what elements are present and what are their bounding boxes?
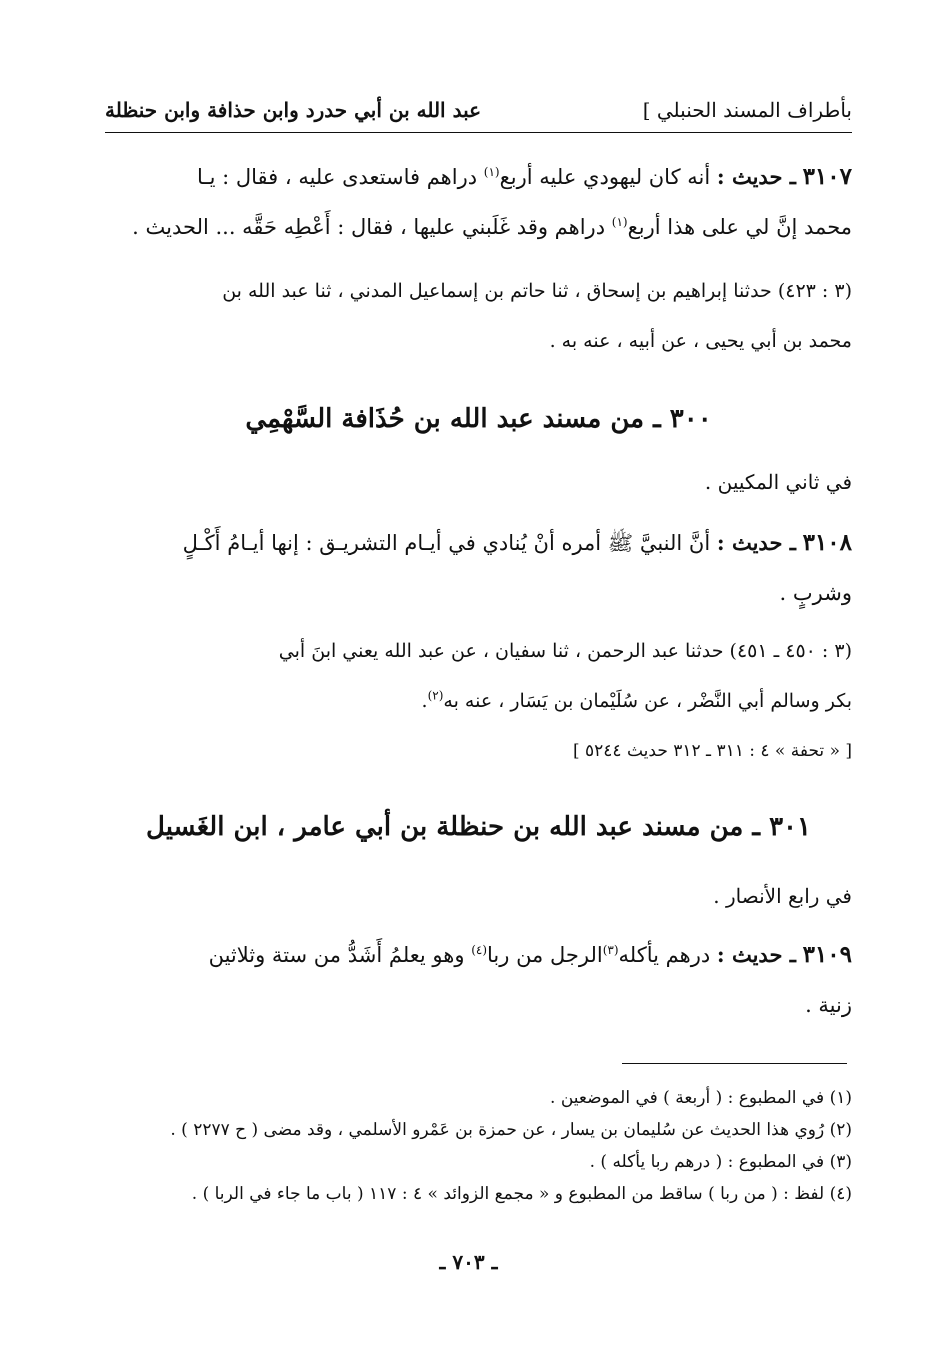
- hadith-3108-text-line1: [105, 518, 852, 568]
- page-header: [105, 92, 852, 133]
- footnote-3: (٣) في المطبوع : ( درهم ربا يأكله ) .: [589, 1152, 852, 1172]
- hadith-3107-text-line2: [105, 202, 852, 252]
- hadith-label: ـ حديث :: [716, 530, 796, 555]
- text-segment: أنه كان ليهودي عليه أربع: [499, 165, 711, 189]
- section-301-title: ٣٠١ ـ من مسند عبد الله بن حنظلة بن أبي عامر ، ابن الغَسيل: [146, 812, 811, 842]
- hadith-3108: [105, 518, 852, 776]
- footnote-ref: (٣): [602, 943, 619, 957]
- hadith-number: ٣١٠٧: [802, 163, 852, 190]
- hadith-number: ٣١٠٨: [802, 529, 852, 556]
- footnote-separator: [622, 1063, 847, 1064]
- section-301-subtitle: في رابع الأنصار .: [713, 884, 852, 908]
- footnote-ref: (١): [483, 165, 500, 179]
- hadith-3108-text-line2: وشربٍ .: [779, 581, 852, 605]
- footnote-1: (١) في المطبوع : ( أربعة ) في الموضعين .: [550, 1088, 852, 1108]
- section-300-subtitle: في ثاني المكيين .: [704, 470, 852, 494]
- hadith-3109-text-line1: [105, 930, 852, 980]
- hadith-3108-source-line1: (٣ : ٤٥٠ ـ ٤٥١) حدثنا عبد الرحمن ، ثنا سفيان ، عن عبد الله يعني ابنَ أبي: [278, 640, 852, 662]
- text-segment: الرجل من ربا: [487, 943, 603, 967]
- footnote-ref: (٢): [427, 688, 444, 703]
- section-300-title: ٣٠٠ ـ من مسند عبد الله بن حُذَافة السَّهْمِي: [245, 404, 712, 434]
- tuhfa-reference: [ « تحفة » ٤ : ٣١١ ـ ٣١٢ حديث ٥٢٤٤ ]: [572, 741, 852, 761]
- footnote-2: (٢) رُوي هذا الحديث عن سُليمان بن يسار ، عن حمزة بن عَمْرو الأسلمي ، وقد مضى ( ح ٢٢٧٧ ) .: [170, 1120, 852, 1140]
- hadith-3108-source-line2: [105, 676, 852, 726]
- footnote-4: (٤) لفظ : ( من ربا ) ساقط من المطبوع و « مجمع الزوائد » ٤ : ١١٧ ( باب ما جاء في الربا ) .: [191, 1184, 852, 1204]
- text-segment: دراهم وقد غَلَبني عليها ، فقال : أَعْطِه حَقَّه ... الحديث .: [132, 215, 606, 239]
- text-segment: دراهم فاستعدى عليه ، فقال : يـا: [197, 165, 478, 189]
- hadith-3109: [105, 930, 852, 1030]
- text-segment: أنَّ النبيَّ ﷺ أمره أنْ يُنادي في أيـام التشريـق : إنها أيـامُ أَكْـلٍ: [182, 531, 711, 555]
- running-title: عبد الله بن أبي حدرد وابن حذافة وابن حنظلة: [105, 98, 482, 122]
- book-title: بأطراف المسند الحنبلي ]: [642, 98, 852, 122]
- hadith-label: ـ حديث :: [716, 164, 796, 189]
- hadith-3107-source-line2: محمد بن أبي يحيى ، عن أبيه ، عنه به .: [549, 330, 852, 352]
- footnote-ref: (١): [611, 215, 628, 229]
- text-segment: درهم يأكله: [618, 943, 711, 967]
- hadith-number: ٣١٠٩: [802, 941, 852, 968]
- hadith-3107-text-line1: [105, 152, 852, 202]
- text-segment: محمد إنَّ لي على هذا أربع: [627, 215, 852, 239]
- text-segment: .: [421, 690, 428, 712]
- page-number: ـ ٧٠٣ ـ: [439, 1250, 498, 1274]
- footnotes: [105, 1082, 852, 1210]
- text-segment: وهو يعلمُ أَشَدُّ من ستة وثلاثين: [208, 943, 465, 967]
- hadith-3107: [105, 152, 852, 366]
- footnote-ref: (٤): [471, 943, 488, 957]
- hadith-3109-text-line2: زنية .: [805, 993, 852, 1017]
- hadith-label: ـ حديث :: [716, 942, 796, 967]
- text-segment: بكر وسالم أبي النَّضْر ، عن سُلَيْمان بن يَسَار ، عنه به: [443, 690, 852, 712]
- hadith-3107-source-line1: (٣ : ٤٢٣) حدثنا إبراهيم بن إسحاق ، ثنا حاتم بن إسماعيل المدني ، ثنا عبد الله بن: [222, 280, 852, 302]
